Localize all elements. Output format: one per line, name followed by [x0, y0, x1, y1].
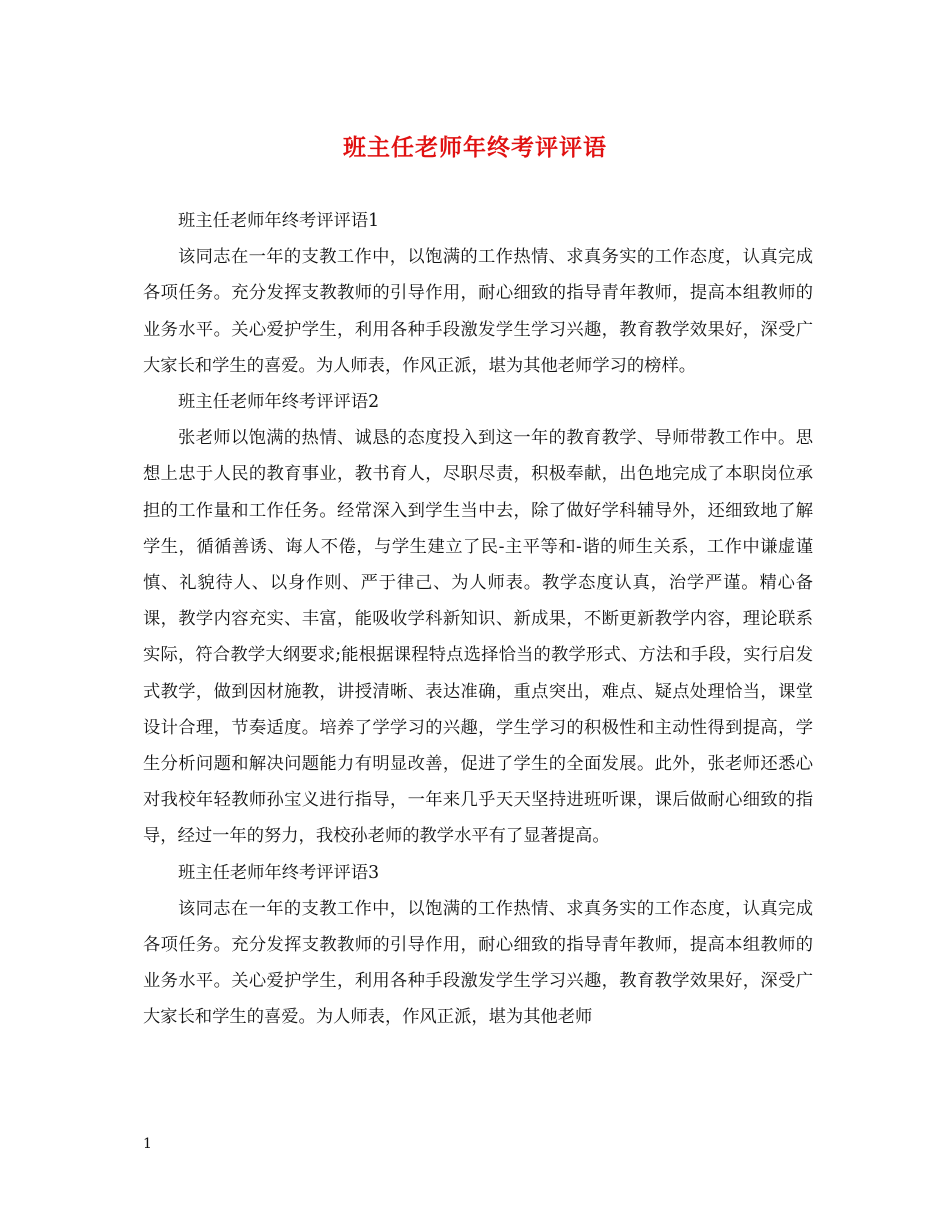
section-heading: 班主任老师年终考评评语1 [178, 211, 380, 231]
document-title: 班主任老师年终考评评语 [343, 134, 607, 161]
section-heading: 班主任老师年终考评评语3 [178, 862, 380, 883]
page-number: 1 [143, 1136, 152, 1152]
document-body [143, 203, 813, 1036]
section-paragraph: 该同志在一年的支教工作中，以饱满的工作热情、求真务实的工作态度，认真完成各项任务。充分发挥支教教师的引导作用，耐心细致的指导青年教师，提高本组教师的业务水平。关心爱护学生，利用各种手段激发学生学习兴趣，教育教学效果好，深受广大家长和学生的喜爱。为人师表，作风正派，堪为其他老师 [143, 898, 813, 1028]
section-paragraph: 该同志在一年的支教工作中，以饱满的工作热情、求真务实的工作态度，认真完成各项任务。充分发挥支教教师的引导作用，耐心细致的指导青年教师，提高本组教师的业务水平。关心爱护学生，利用各种手段激发学生学习兴趣，教育教学效果好，深受广大家长和学生的喜爱。为人师表，作风正派，堪为其他老师学习的榜样。 [143, 247, 813, 376]
section-paragraph: 张老师以饱满的热情、诚恳的态度投入到这一年的教育教学、导师带教工作中。思想上忠于人民的教育事业，教书育人，尽职尽责，积极奉献，出色地完成了本职岗位承担的工作量和工作任务。经常深入到学生当中去，除了做好学科辅导外，还细致地了解学生，循循善诱、诲人不倦，与学生建立了民-主平等和-谐的师生关系，工作中谦虚谨慎、礼貌待人、以身作则、严于律己、为人师表。教学态度认真，治学严谨。精心备课，教学内容充实、丰富，能吸收学科新知识、新成果，不断更新教学内容，理论联系实际，符合教学大纲要求;能根据课程特点选择恰当的教学形式、方法和手段，实行启发式教学，做到因材施教，讲授清晰、表达准确，重点突出，难点、疑点处理恰当，课堂设计合理，节奏适度。培养了学学习的兴趣，学生学习的积极性和主动性得到提高，学生分析问题和解决问题能力有明显改善，促进了学生的全面发展。此外，张老师还悉心对我校年轻教师孙宝义进行指导，一年来几乎天天坚持进班听课，课后做耐心细致的指导，经过一年的努力，我校孙老师的教学水平有了显著提高。 [143, 428, 813, 847]
section-heading: 班主任老师年终考评评语2 [178, 392, 380, 413]
